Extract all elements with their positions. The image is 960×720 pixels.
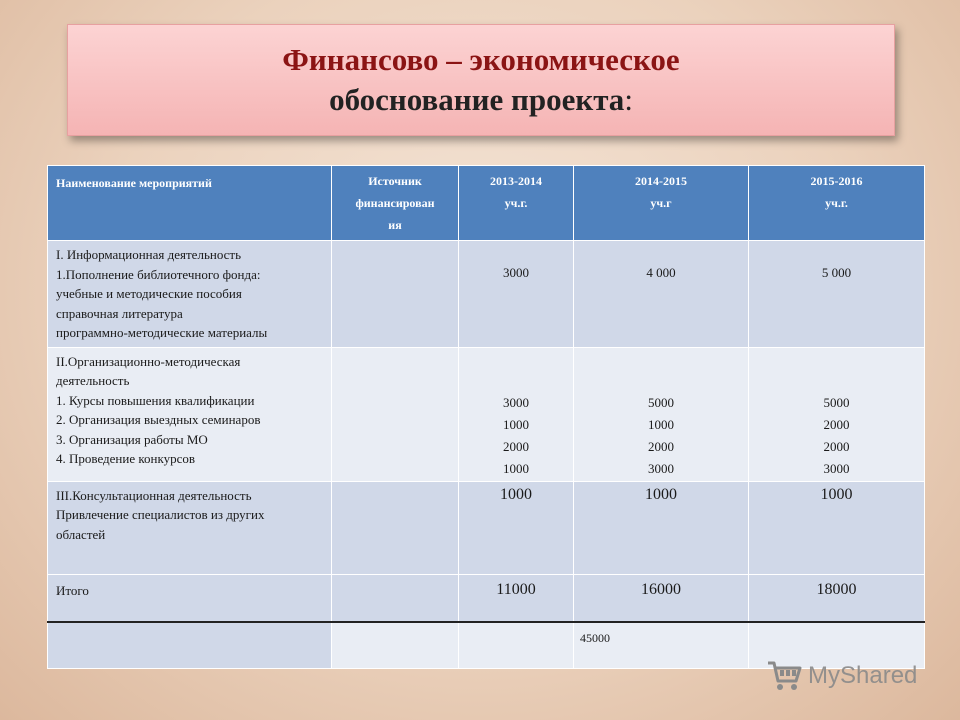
- header-year-2-range: 2014-2015: [635, 174, 687, 188]
- logo-text: MyShared: [808, 662, 918, 689]
- header-year-2-suffix: уч.г: [650, 196, 672, 210]
- title-box: [67, 24, 895, 136]
- desc-line: областей: [56, 526, 106, 542]
- header-year-3-suffix: уч.г.: [825, 196, 848, 210]
- budget-table: [47, 165, 925, 669]
- desc-line: программно-методические материалы: [56, 325, 268, 340]
- value: 3000: [503, 394, 529, 410]
- title-line-1: Финансово – экономическое: [282, 42, 680, 77]
- row-source: [332, 347, 459, 481]
- row-description: [48, 347, 332, 481]
- value: 2000: [648, 438, 674, 454]
- myshared-logo[interactable]: [766, 656, 917, 696]
- row-description: [48, 241, 332, 348]
- table-row: [48, 347, 925, 481]
- desc-line: деятельность: [56, 373, 130, 388]
- row-value-y2: 4 000: [574, 241, 749, 348]
- desc-line: 2. Организация выездных семинаров: [56, 412, 261, 427]
- header-source-line: Источник: [368, 174, 422, 188]
- desc-line: 1.Пополнение библиотечного фонда:: [56, 266, 261, 282]
- header-year-1: [459, 166, 574, 241]
- value: 2000: [823, 438, 850, 454]
- header-row: [48, 166, 925, 241]
- total-source: [332, 574, 459, 622]
- row-values-y2: [574, 347, 749, 481]
- header-source: [332, 166, 459, 241]
- row-value-y3: 1000: [749, 481, 925, 574]
- header-year-1-suffix: уч.г.: [504, 196, 528, 210]
- total-y1: 11000: [459, 574, 574, 622]
- header-source-line: финансирован: [355, 196, 435, 210]
- desc-line: Привлечение специалистов из других: [56, 507, 265, 522]
- value: 2000: [823, 416, 850, 432]
- value: 1000: [503, 416, 529, 432]
- grand-empty-1: [48, 622, 332, 668]
- value: 5000: [648, 394, 674, 410]
- row-source: [332, 241, 459, 348]
- desc-line: III.Консультационная деятельность: [56, 487, 252, 503]
- row-value-y3: 5 000: [749, 241, 925, 348]
- grand-empty-2: [332, 622, 459, 668]
- value: 3000: [823, 460, 850, 476]
- value: 1000: [648, 416, 674, 432]
- total-label: Итого: [48, 574, 332, 622]
- title-line-2-main: обоснование проекта: [329, 82, 625, 117]
- row-value-y1: 3000: [459, 241, 574, 348]
- desc-line: справочная литература: [56, 305, 183, 321]
- value: 3000: [648, 460, 674, 476]
- cart-icon: [766, 659, 802, 693]
- row-description: [48, 481, 332, 574]
- grand-total-value: 45000: [574, 622, 749, 668]
- header-name: Наименование мероприятий: [48, 166, 332, 241]
- header-year-2: [574, 166, 749, 241]
- title-line-2: [329, 80, 633, 120]
- header-year-1-range: 2013-2014: [490, 174, 542, 188]
- desc-line: 4. Проведение конкурсов: [56, 451, 196, 466]
- row-value-y2: 1000: [574, 481, 749, 574]
- total-row: [48, 574, 925, 622]
- desc-line: II.Организационно-методическая: [56, 353, 241, 369]
- value: 1000: [503, 460, 529, 476]
- total-y2: 16000: [574, 574, 749, 622]
- desc-line: 1. Курсы повышения квалификации: [56, 392, 255, 408]
- desc-line: 3. Организация работы МО: [56, 431, 208, 447]
- table-row: [48, 241, 925, 348]
- value: 5000: [823, 394, 850, 410]
- row-value-y1: 1000: [459, 481, 574, 574]
- header-source-line: ия: [388, 218, 402, 232]
- desc-line: I. Информационная деятельность: [56, 247, 242, 262]
- row-values-y3: [749, 347, 925, 481]
- table-row: [48, 481, 925, 574]
- row-source: [332, 481, 459, 574]
- title-colon: :: [624, 82, 633, 117]
- desc-line: учебные и методические пособия: [56, 286, 242, 301]
- row-values-y1: [459, 347, 574, 481]
- header-year-3: [749, 166, 925, 241]
- grand-empty-3: [459, 622, 574, 668]
- header-year-3-range: 2015-2016: [810, 174, 863, 188]
- value: 2000: [503, 438, 529, 454]
- total-y3: 18000: [749, 574, 925, 622]
